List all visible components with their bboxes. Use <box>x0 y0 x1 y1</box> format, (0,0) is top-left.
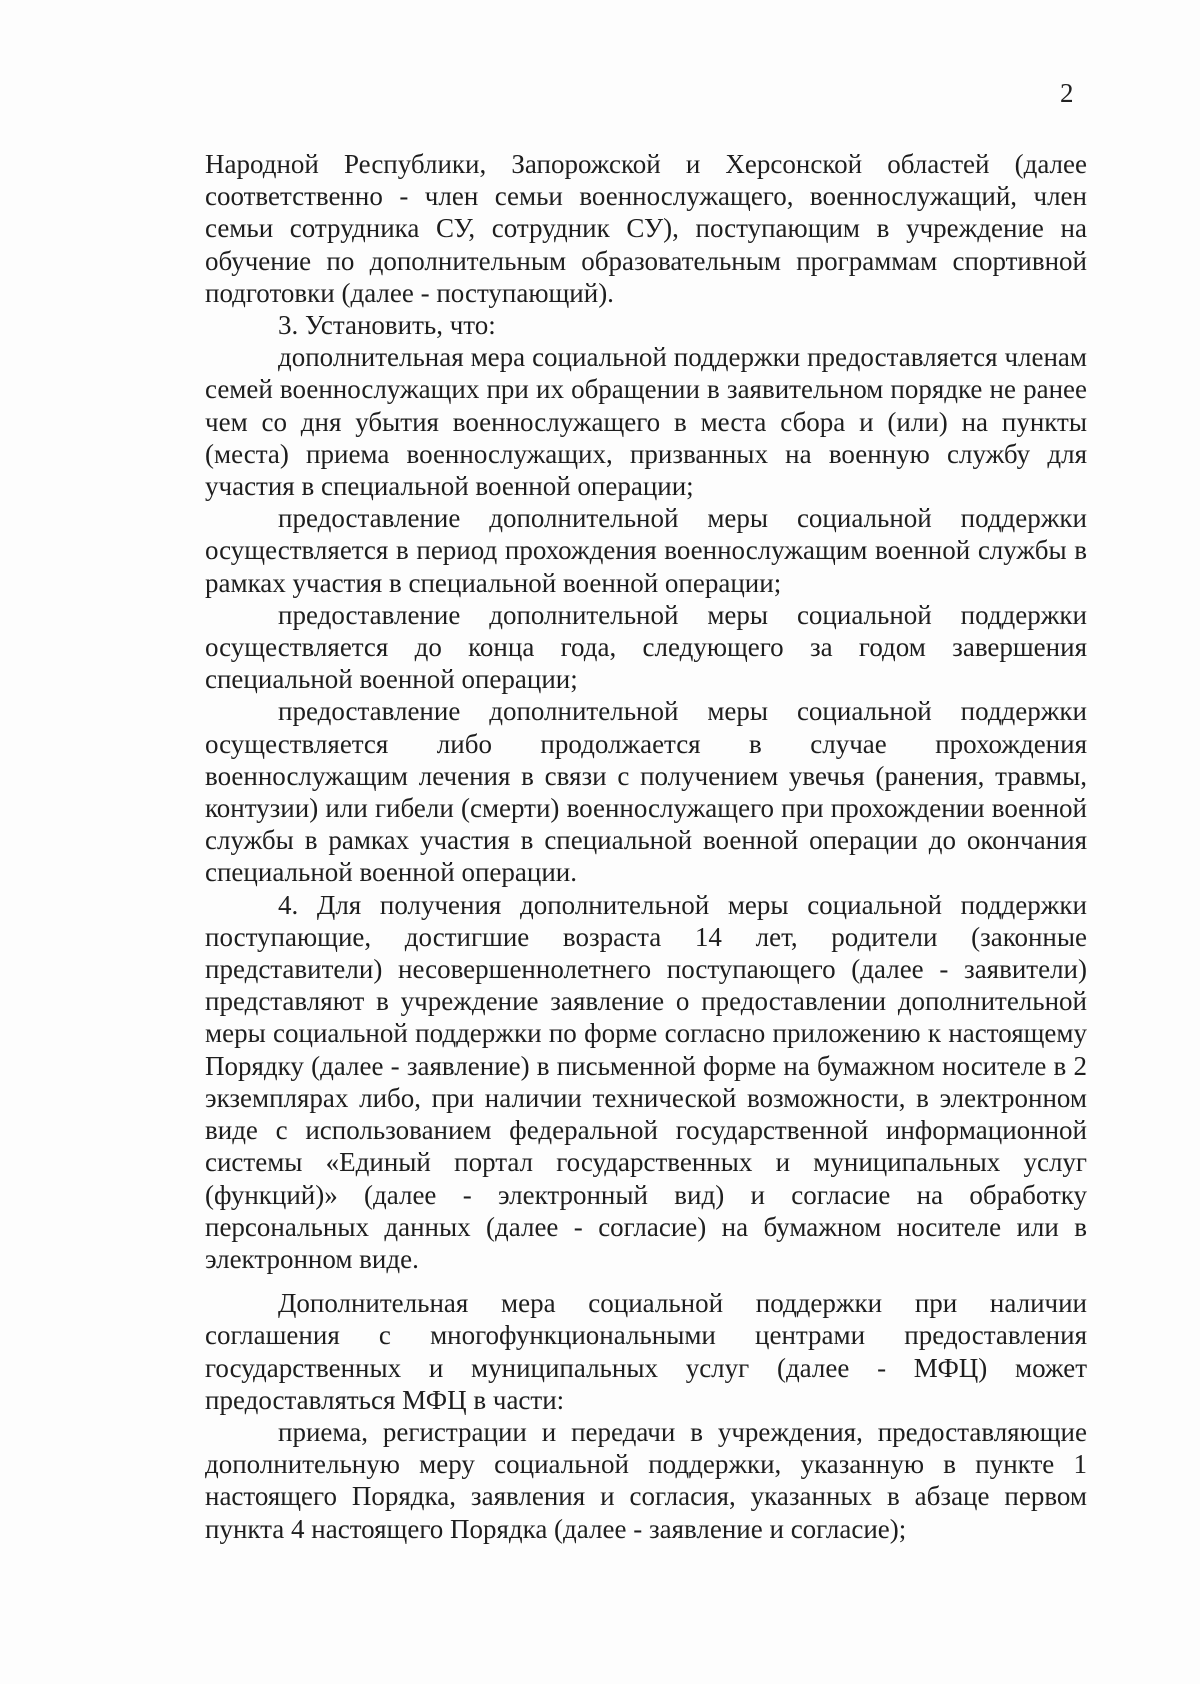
paragraph-item-3-clause-1: дополнительная мера социальной поддержки предоставляется членам семей военнослужащих при их обращении в заявительном порядке не ранее чем со дня убытия военнослужащего в места сбора и (или) на пункты (места) приема военнослужащих, призванных на военную службу для участия в специальной военной операции; <box>205 342 1087 502</box>
paragraph-continuation: Народной Республики, Запорожской и Херсонской областей (далее соответственно - член семьи военнослужащего, военнослужащий, член семьи сотрудника СУ, сотрудник СУ), поступающим в учреждение на обучение по дополнительным образовательным программам спортивной подготовки (далее - поступающий). <box>205 149 1087 308</box>
paragraph-mfc-clause-1: приема, регистрации и передачи в учреждения, предоставляющие дополнительную меру социальной поддержки, указанную в пункте 1 настоящего Порядка, заявления и согласия, указанных в абзаце первом пункта 4 настоящего Порядка (далее - заявление и согласие); <box>205 1416 1087 1544</box>
paragraph-mfc: Дополнительная мера социальной поддержки при наличии соглашения с многофункциональными центрами предоставления государственных и муниципальных услуг (далее - МФЦ) может предоставляться МФЦ в части: <box>205 1288 1087 1415</box>
page-number: 2 <box>1060 78 1074 108</box>
paragraph-item-3-heading: 3. Установить, что: <box>278 310 496 341</box>
document-body <box>205 148 1087 1545</box>
paragraph-item-3-clause-3: предоставление дополнительной меры социальной поддержки осуществляется до конца года, следующего за годом завершения специальной военной операции; <box>205 599 1087 695</box>
paragraph-item-4: 4. Для получения дополнительной меры социальной поддержки поступающие, достигшие возраста 14 лет, родители (законные представители) несовершеннолетнего поступающего (далее - заявители) представляют в учреждение заявление о предоставлении дополнительной меры социальной поддержки по форме согласно приложению к настоящему Порядку (далее - заявление) в письменной форме на бумажном носителе в 2 экземплярах либо, при наличии технической возможности, в электронном виде с использованием федеральной государственной информационной системы «Единый портал государственных и муниципальных услуг (функций)» (далее - электронный вид) и согласие на обработку персональных данных (далее - согласие) на бумажном носителе или в электронном виде. <box>205 889 1087 1274</box>
paragraph-item-3-clause-2: предоставление дополнительной меры социальной поддержки осуществляется в период прохождения военнослужащим военной службы в рамках участия в специальной военной операции; <box>205 503 1087 598</box>
paragraph-item-3-clause-4: предоставление дополнительной меры социальной поддержки осуществляется либо продолжается в случае прохождения военнослужащим лечения в связи с получением увечья (ранения, травмы, контузии) или гибели (смерти) военнослужащего при прохождении военной службы в рамках участия в специальной военной операции до окончания специальной военной операции. <box>205 696 1087 888</box>
